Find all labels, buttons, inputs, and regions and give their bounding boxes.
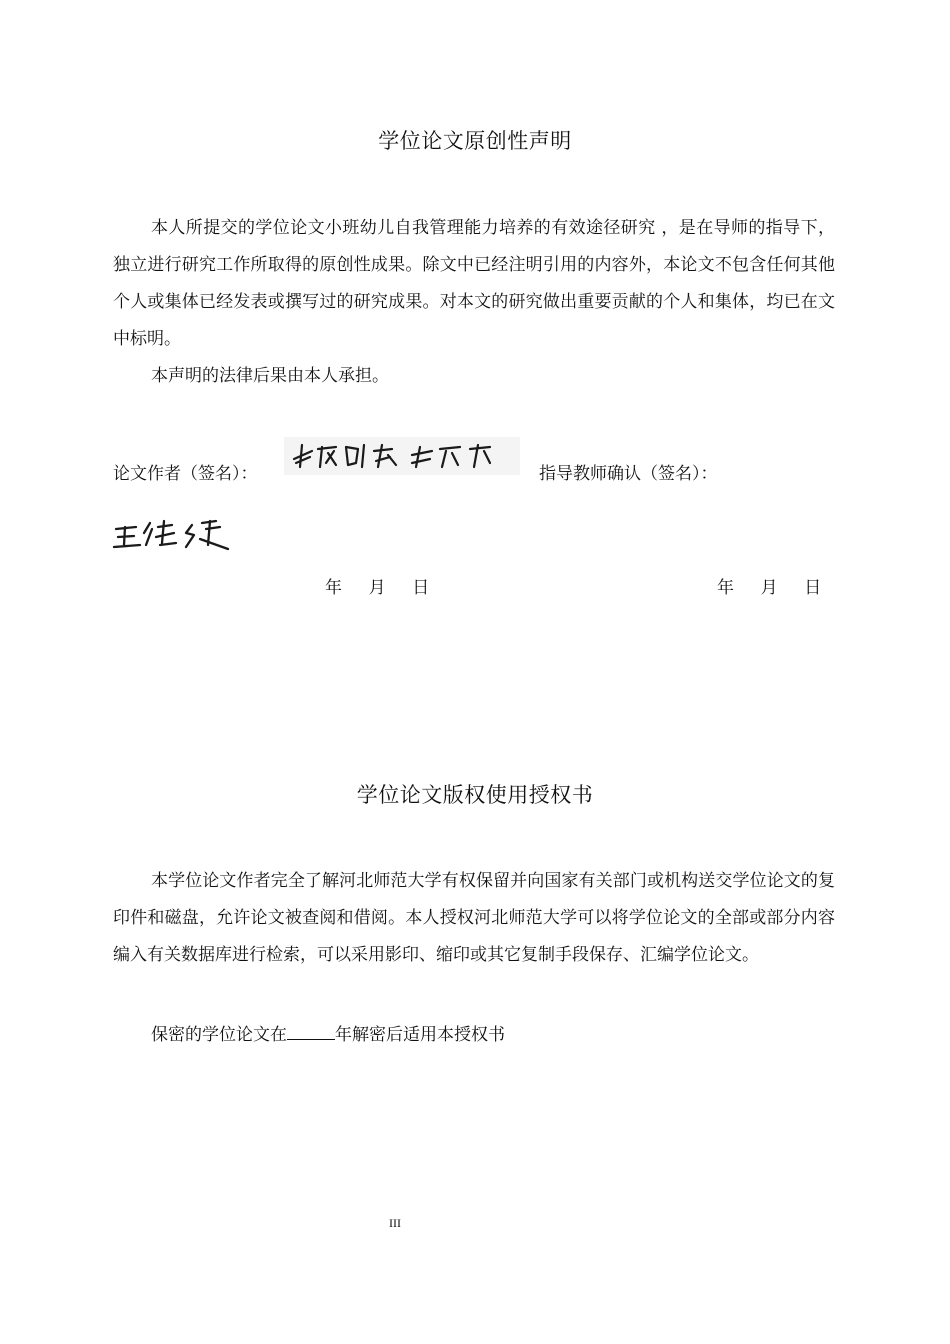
author-signature-label: 论文作者（签名）： (113, 464, 258, 484)
authorization-paragraph: 本学位论文作者完全了解河北师范大学有权保留并向国家有关部门或机构送交学位论文的复印件和磁盘，允许论文被查阅和借阅。本人授权河北师范大学可以将学位论文的全部或部分内容编入有关数据库进行检索，可以采用影印、缩印或其它复制手段保存、汇编学位论文。 (113, 871, 835, 965)
secret-clause (151, 1020, 505, 1045)
secret-clause-suffix: 年解密后适用本授权书 (335, 1025, 505, 1045)
advisor-date: 年 月 日 (717, 578, 823, 598)
declaration-title: 学位论文原创性声明 (378, 129, 572, 153)
years-blank (287, 1025, 335, 1040)
author-signature-image (284, 437, 520, 475)
authorization-title: 学位论文版权使用授权书 (356, 783, 594, 807)
author-date: 年 月 日 (325, 578, 431, 598)
advisor-signature-label: 指导教师确认（签名）： (539, 464, 718, 484)
declaration-paragraph: 本人所提交的学位论文小班幼儿自我管理能力培养的有效途径研究 ，是在导师的指导下，独立进行研究工作所取得的原创性成果。除文中已经注明引用的内容外，本论文不包含任何其他个人或集体已经发表或撰写过的研究成果。对本文的研究做出重要贡献的个人和集体，均已在文中标明。 (113, 218, 835, 349)
legal-statement: 本声明的法律后果由本人承担。 (151, 366, 389, 386)
advisor-signature-image (110, 515, 235, 555)
page-number: III (389, 1216, 401, 1230)
secret-clause-prefix: 保密的学位论文在 (151, 1025, 287, 1045)
